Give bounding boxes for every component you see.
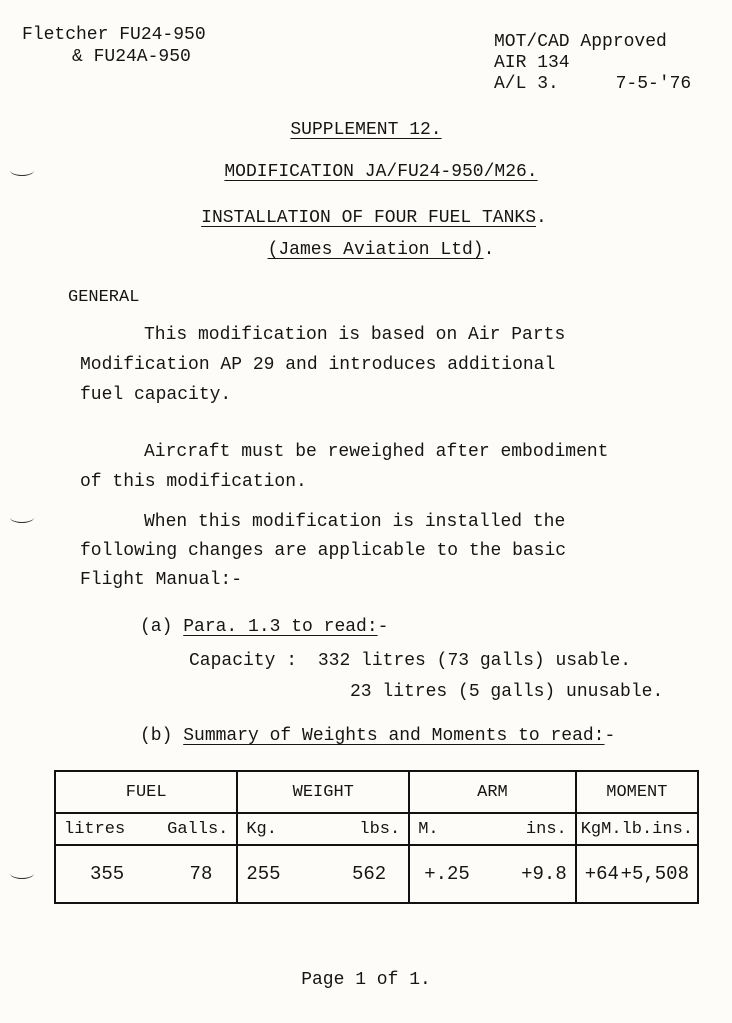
unit-lb-ins: lb.ins. bbox=[621, 819, 693, 839]
unit-m: M. bbox=[418, 819, 439, 839]
item-a-capacity: Capacity : 332 litres (73 galls) usable. bbox=[189, 651, 632, 671]
unit-ins: ins. bbox=[525, 819, 567, 839]
section-heading: GENERAL bbox=[68, 288, 140, 307]
value-kg: 255 bbox=[246, 863, 281, 885]
table-header-units bbox=[55, 813, 698, 845]
table-header-groups bbox=[55, 771, 698, 813]
value-arm-ins: +9.8 bbox=[521, 863, 567, 885]
group-moment: MOMENT bbox=[576, 771, 698, 813]
group-fuel: FUEL bbox=[55, 771, 237, 813]
item-a-unusable: 23 litres (5 galls) unusable. bbox=[350, 682, 664, 702]
value-galls: 78 bbox=[189, 863, 213, 885]
approval-line-2: AIR 134 bbox=[494, 53, 570, 73]
weights-moments-table bbox=[54, 770, 699, 904]
unit-litres: litres bbox=[64, 819, 126, 839]
value-lb-ins: +5,508 bbox=[620, 863, 689, 885]
supplement-title: SUPPLEMENT 12. bbox=[290, 120, 442, 140]
unit-lbs: lbs. bbox=[359, 819, 401, 839]
modification-title: MODIFICATION JA/FU24-950/M26. bbox=[224, 162, 538, 182]
group-weight: WEIGHT bbox=[237, 771, 409, 813]
approval-al: A/L 3. bbox=[494, 74, 559, 94]
paragraph-3: When this modification is installed the following changes are applicable to the basic Flight Manual:- bbox=[80, 512, 567, 590]
aircraft-designation bbox=[22, 24, 206, 68]
aircraft-line-1: Fletcher FU24-950 bbox=[22, 25, 206, 45]
paragraph-1: This modification is based on Air Parts Modification AP 29 and introduces additional fuel capacity. bbox=[80, 325, 566, 405]
unit-galls: Galls. bbox=[167, 819, 229, 839]
value-kgm: +64 bbox=[584, 863, 619, 885]
unit-kg: Kg. bbox=[246, 819, 277, 839]
punch-mark bbox=[10, 868, 34, 879]
value-lbs: 562 bbox=[351, 863, 387, 885]
group-arm: ARM bbox=[409, 771, 576, 813]
approval-date: 7-5-'76 bbox=[615, 74, 692, 94]
approval-line-1: MOT/CAD Approved bbox=[494, 32, 667, 52]
page-number: Page 1 of 1. bbox=[301, 970, 431, 990]
company-title: (James Aviation Ltd). bbox=[267, 240, 495, 260]
table-row bbox=[55, 845, 698, 903]
aircraft-line-2: & FU24A-950 bbox=[72, 47, 191, 67]
punch-mark bbox=[10, 512, 34, 523]
item-a-heading: (a) Para. 1.3 to read:- bbox=[140, 617, 389, 637]
item-b-heading: (b) Summary of Weights and Moments to read:- bbox=[140, 726, 616, 746]
installation-title: INSTALLATION OF FOUR FUEL TANKS. bbox=[201, 208, 547, 228]
paragraph-2: Aircraft must be reweighed after embodiment of this modification. bbox=[80, 442, 609, 492]
value-arm-m: +.25 bbox=[424, 863, 470, 885]
unit-kgm: KgM. bbox=[580, 819, 622, 839]
value-litres: 355 bbox=[90, 863, 125, 885]
approval-block bbox=[494, 32, 691, 95]
